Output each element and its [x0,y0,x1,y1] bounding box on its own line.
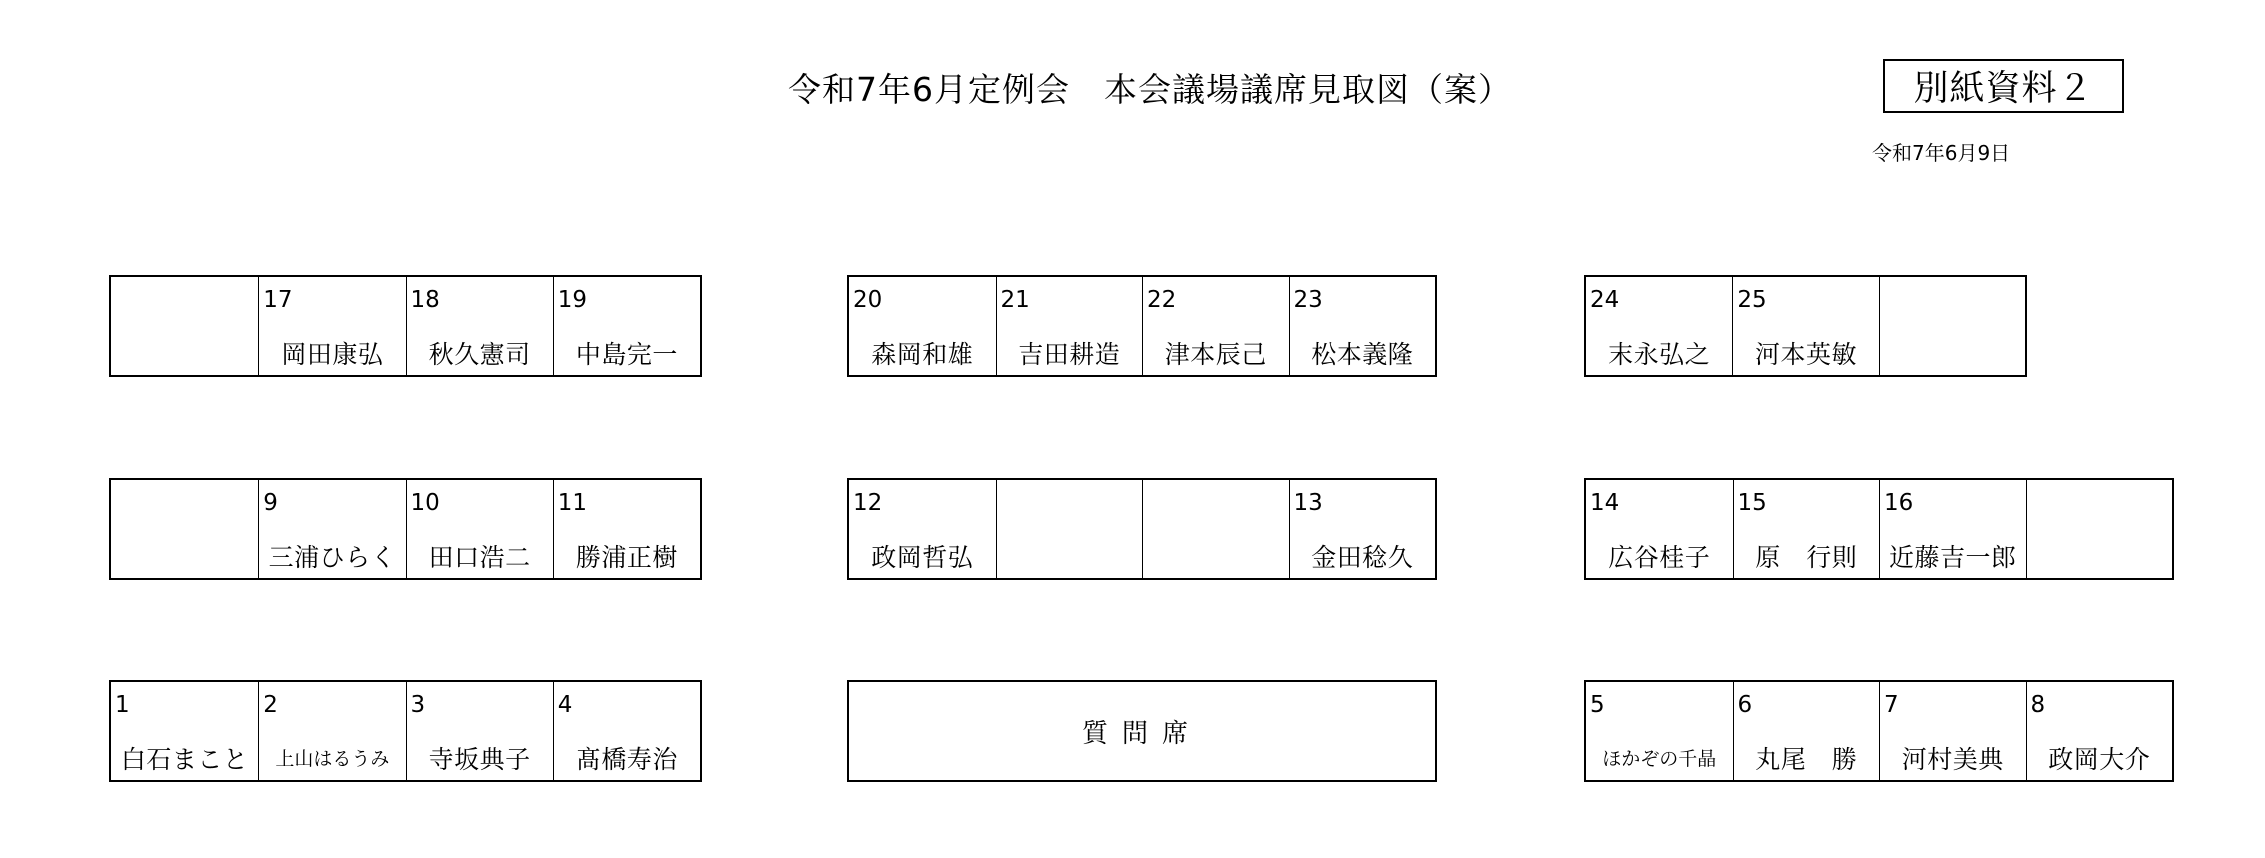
seat-cell [2026,682,2173,780]
seat-cell [1586,480,1733,578]
questioner-seat: 質問席 [847,680,1437,782]
member-name: 政岡哲弘 [871,543,974,572]
seat-cell [111,277,258,375]
seat-group-row2-center [847,478,1437,580]
seat-cell [1879,480,2026,578]
seat-number: 8 [2030,692,2046,718]
member-name: 寺坂典子 [428,745,531,774]
seat-cell [1733,480,1880,578]
member-name: 中島完一 [575,340,678,369]
member-name: 吉田耕造 [1018,340,1121,369]
member-name: 河本英敏 [1754,340,1857,369]
seat-cell [111,682,258,780]
seat-number: 1 [115,692,130,718]
seat-number: 7 [1884,692,1899,718]
seat-number: 16 [1884,490,1914,516]
seat-cell [258,682,405,780]
seat-number: 25 [1737,287,1767,313]
seat-cell [1733,682,1880,780]
member-name: 原 行則 [1755,543,1858,572]
seat-number: 17 [263,287,293,313]
seat-group-row2-right [1584,478,2174,580]
seat-cell [1879,682,2026,780]
seat-number: 23 [1293,287,1323,313]
document-date: 令和7年6月9日 [1872,141,2011,165]
seat-cell [1142,277,1289,375]
seat-number: 20 [853,287,883,313]
seat-cell [1586,277,1732,375]
member-name: 松本義隆 [1311,340,1414,369]
seat-cell [553,682,700,780]
seat-group-row1-center [847,275,1437,377]
seat-number: 9 [263,490,278,516]
seat-number: 10 [410,490,440,516]
seat-number: 5 [1590,692,1605,718]
seat-cell [258,480,405,578]
member-name: ほかぞの千晶 [1602,748,1717,770]
member-name: 近藤吉一郎 [1888,543,2017,572]
member-name: 河村美典 [1901,745,2004,774]
seat-cell [1142,480,1289,578]
seat-cell [849,277,996,375]
member-name: 岡田康弘 [281,340,384,369]
member-name: 勝浦正樹 [575,543,678,572]
seat-cell [2026,480,2173,578]
seat-cell [1289,277,1436,375]
seat-cell [553,277,700,375]
member-name: 田口浩二 [428,543,531,572]
seat-number: 19 [557,287,588,313]
seat-number: 15 [1737,490,1767,516]
seat-number: 24 [1590,287,1620,313]
seat-number: 18 [410,287,440,313]
seat-number: 22 [1147,287,1177,313]
seat-group-row2-left [109,478,702,580]
seat-number: 6 [1737,692,1753,718]
member-name: 政岡大介 [2048,745,2151,774]
seat-cell [111,480,258,578]
seat-cell [996,277,1143,375]
seat-cell [406,682,553,780]
seat-group-row3-right [1584,680,2174,782]
member-name: 広谷桂子 [1608,543,1711,572]
seat-number: 11 [557,490,588,516]
seat-number: 13 [1293,490,1323,516]
member-name: 上山はるうみ [275,748,390,770]
seat-cell [406,277,553,375]
page-title: 令和7年6月定例会 本会議場議席見取図（案） [788,70,1512,109]
seat-cell [553,480,700,578]
member-name: 津本辰己 [1164,340,1267,369]
member-name: 金田稔久 [1311,543,1414,572]
seat-number: 14 [1590,490,1620,516]
seat-cell [849,480,996,578]
seat-number: 3 [410,692,426,718]
seat-cell [1879,277,2025,375]
member-name: 白石まこと [120,745,249,774]
attachment-badge: 別紙資料２ [1883,59,2124,113]
seat-cell [258,277,405,375]
seat-cell [1586,682,1733,780]
member-name: 髙橋寿治 [575,745,678,774]
seat-group-row1-right [1584,275,2027,377]
seat-cell [1732,277,1878,375]
seat-cell [406,480,553,578]
member-name: 丸尾 勝 [1755,745,1858,774]
member-name: 秋久憲司 [428,340,531,369]
seat-cell [996,480,1143,578]
seat-group-row3-left [109,680,702,782]
seat-number: 12 [853,490,883,516]
seat-number: 2 [263,692,278,718]
seat-number: 21 [1000,287,1030,313]
member-name: 森岡和雄 [871,340,974,369]
member-name: 末永弘之 [1608,340,1711,369]
seat-number: 4 [557,692,573,718]
member-name: 三浦ひらく [268,543,397,572]
seat-group-row1-left [109,275,702,377]
seat-cell [1289,480,1436,578]
